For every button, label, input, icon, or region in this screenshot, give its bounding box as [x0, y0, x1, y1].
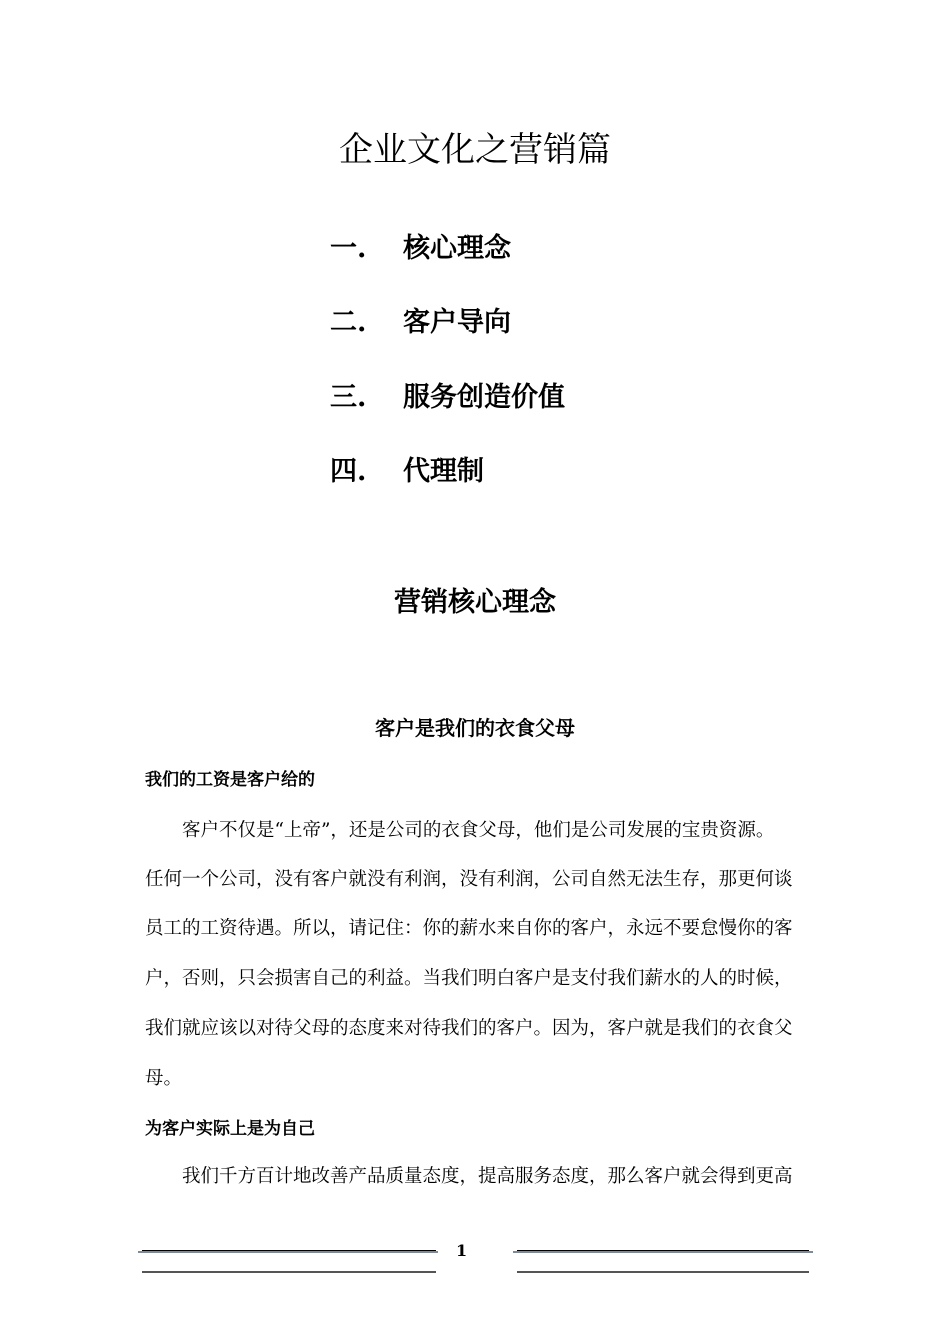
- paragraph-heading: 我们的工资是客户给的: [145, 770, 315, 790]
- paragraph-heading: 为客户实际上是为自己: [145, 1119, 315, 1139]
- footer-rule: [142, 1250, 436, 1251]
- toc-item: 核心理念: [403, 233, 511, 264]
- body-line: 任何一个公司，没有客户就没有利润，没有利润，公司自然无法生存，那更何谈: [145, 869, 793, 890]
- toc-item: 服务创造价值: [403, 382, 565, 413]
- page-number: 1: [456, 1241, 468, 1260]
- body-line: 客户不仅是“上帝”，还是公司的衣食父母，他们是公司发展的宝贵资源。: [145, 820, 775, 841]
- body-line: 户，否则，只会损害自己的利益。当我们明白客户是支付我们薪水的人的时候，: [145, 968, 793, 989]
- footer-rule: [513, 1251, 813, 1253]
- subsection-title: 客户是我们的衣食父母: [375, 716, 575, 740]
- toc-number: 二.: [330, 307, 367, 338]
- body-line: 母。: [145, 1068, 183, 1089]
- body-line: 我们就应该以对待父母的态度来对待我们的客户。因为，客户就是我们的衣食父: [145, 1018, 793, 1039]
- footer-rule: [517, 1250, 809, 1251]
- body-line: 我们千方百计地改善产品质量态度，提高服务态度，那么客户就会得到更高: [145, 1166, 793, 1187]
- toc-item: 代理制: [403, 456, 484, 487]
- toc-number: 一.: [330, 233, 367, 264]
- toc-item: 客户导向: [403, 307, 511, 338]
- toc-number: 三.: [330, 382, 367, 413]
- footer-rule: [138, 1251, 438, 1253]
- footer-rule: [142, 1271, 436, 1273]
- body-line: 员工的工资待遇。所以，请记住：你的薪水来自你的客户，永远不要怠慢你的客: [145, 918, 793, 939]
- footer-rule: [517, 1271, 809, 1273]
- document-title: 企业文化之营销篇: [339, 130, 611, 170]
- toc-number: 四.: [330, 456, 367, 487]
- section-title: 营销核心理念: [394, 587, 556, 618]
